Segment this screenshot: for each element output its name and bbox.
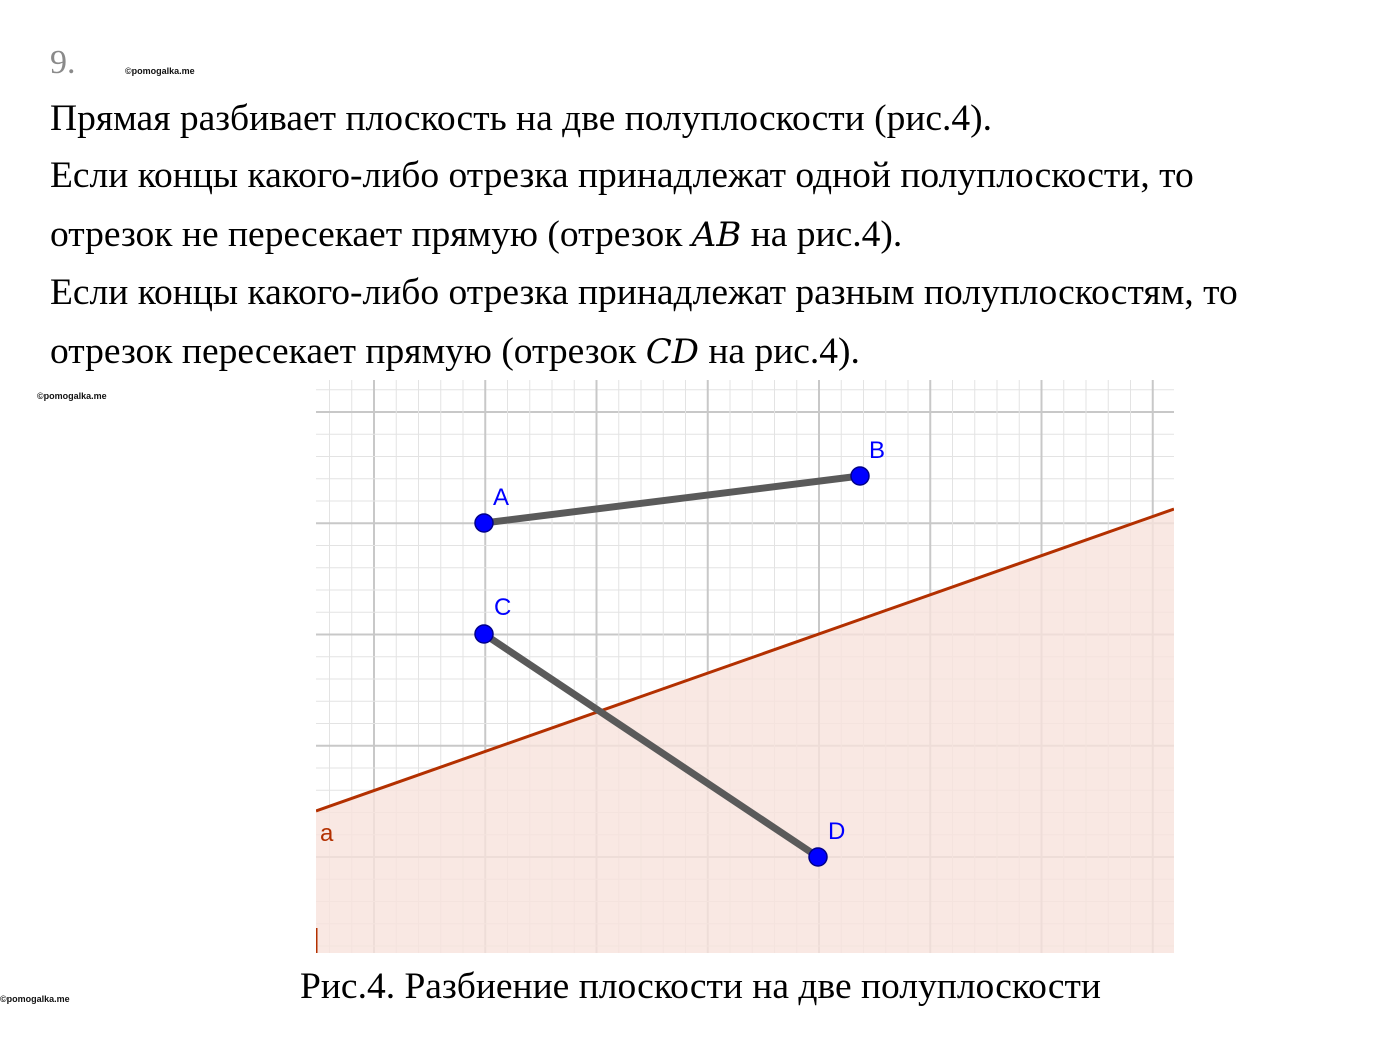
paragraph-line-3 xyxy=(50,216,902,254)
paragraph-line-5 xyxy=(50,333,860,371)
point-d xyxy=(809,848,827,866)
text-segment: Если концы какого-либо отрезка принадлежат одной полуплоскости, то xyxy=(50,155,1194,196)
half-plane-figure xyxy=(316,380,1174,953)
text-segment: отрезок пересекает прямую (отрезок xyxy=(50,331,646,372)
point-a-label: A xyxy=(493,484,510,511)
watermark-top: ©pomogalka.me xyxy=(125,66,195,76)
paragraph-line-4 xyxy=(50,274,1238,312)
segment-ab xyxy=(484,476,860,523)
math-segment-cd: CD xyxy=(645,332,699,372)
lower-half-plane xyxy=(316,509,1174,953)
point-b xyxy=(851,467,869,485)
text-segment: Прямая разбивает плоскость на две полуплоскости (рис.4). xyxy=(50,98,993,139)
point-c xyxy=(475,625,493,643)
text-segment: отрезок не пересекает прямую (отрезок xyxy=(50,214,692,255)
text-segment: на рис.4). xyxy=(741,214,903,255)
text-segment: Если концы какого-либо отрезка принадлежат разным полуплоскостям, то xyxy=(50,272,1238,313)
text-segment: на рис.4). xyxy=(698,331,860,372)
paragraph-line-2 xyxy=(50,157,1194,195)
watermark-left: ©pomogalka.me xyxy=(37,391,107,401)
point-c-label: C xyxy=(494,594,512,621)
math-segment-ab: AB xyxy=(691,215,742,255)
problem-number: 9. xyxy=(50,44,76,81)
point-a xyxy=(475,514,493,532)
watermark-bottom: ©pomogalka.me xyxy=(0,994,70,1004)
point-d-label: D xyxy=(828,818,846,845)
figure-caption: Рис.4. Разбиение плоскости на две полуплоскости xyxy=(300,966,1101,1007)
paragraph-line-1 xyxy=(50,100,992,138)
line-a-label: a xyxy=(320,820,334,847)
point-b-label: B xyxy=(869,437,886,464)
